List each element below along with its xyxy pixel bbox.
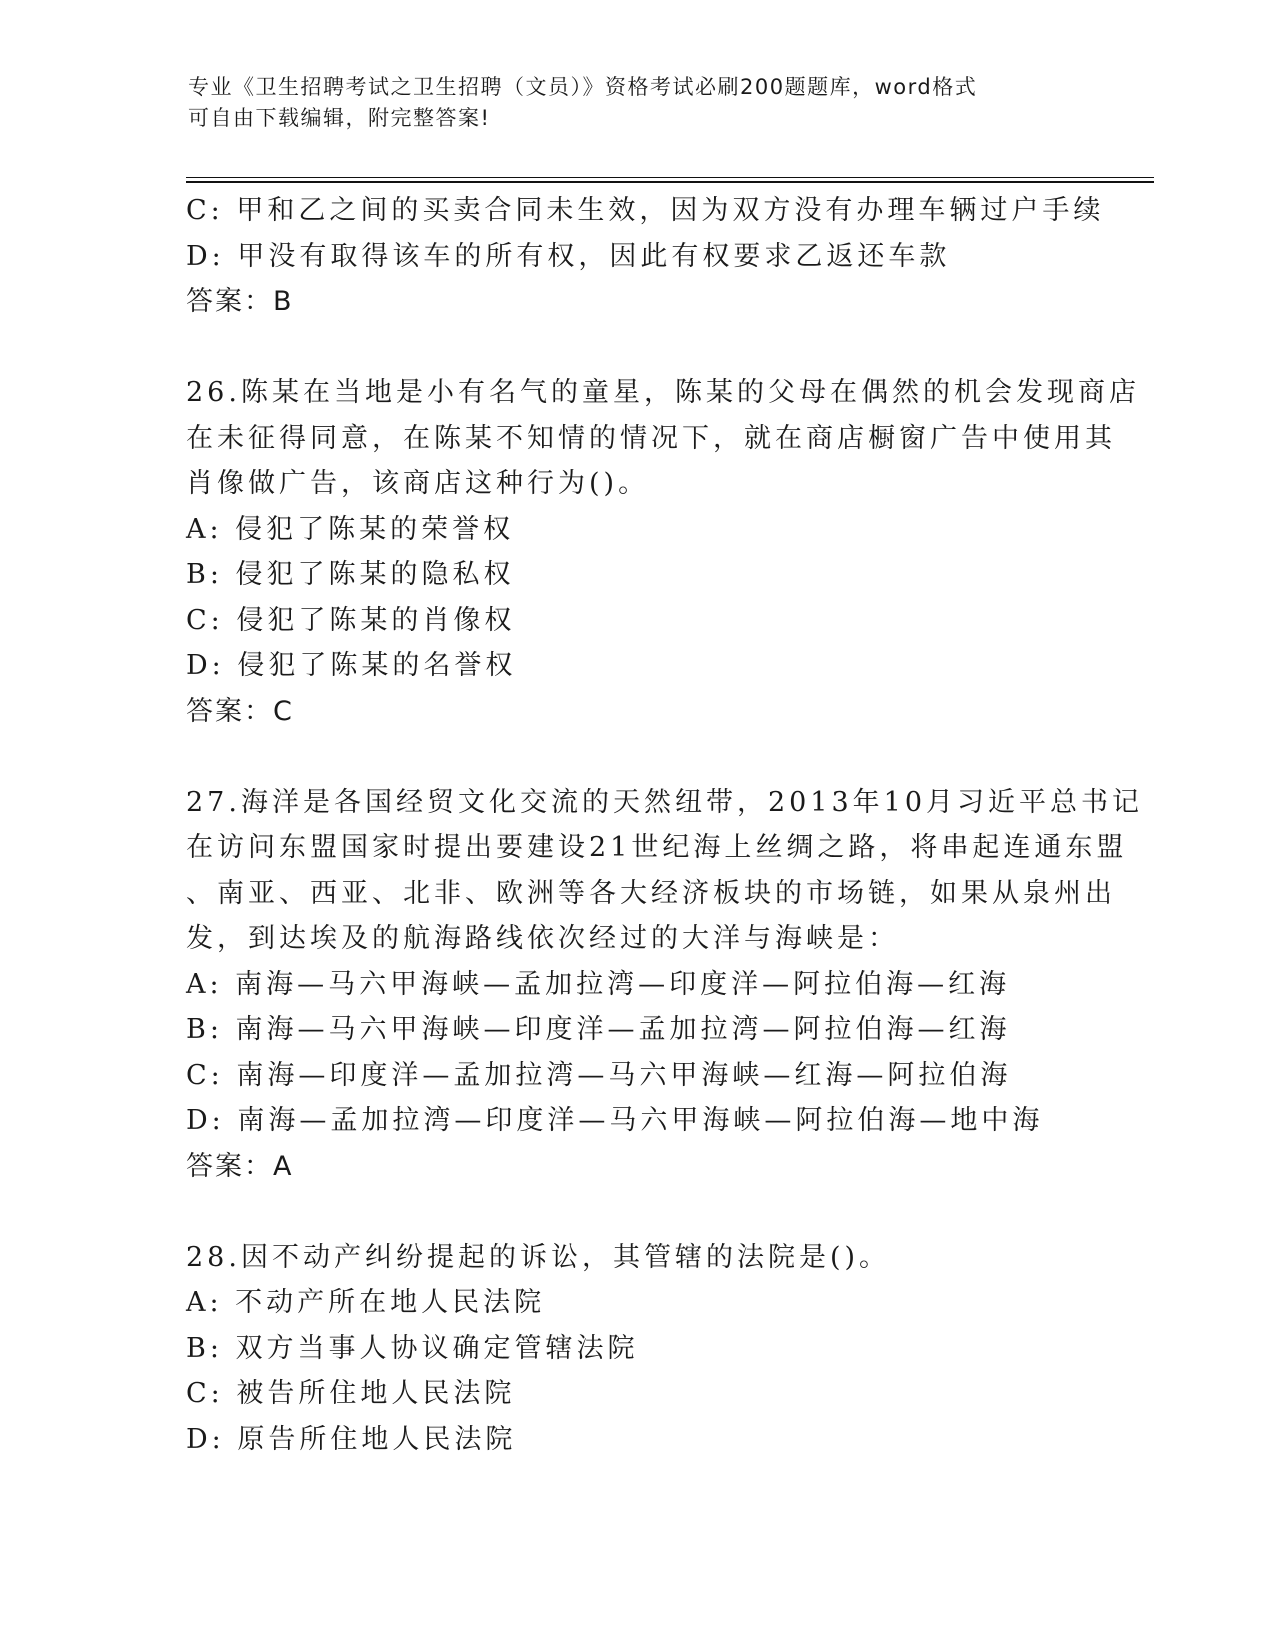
option-c: C: 南海—印度洋—孟加拉湾—马六甲海峡—红海—阿拉伯海 (186, 1059, 1012, 1091)
question-stem-line: 、南亚、西亚、北非、欧洲等各大经济板块的市场链，如果从泉州出 (186, 877, 1116, 909)
question-stem-line: 在访问东盟国家时提出要建设21世纪海上丝绸之路，将串起连通东盟 (186, 832, 1128, 863)
question-27 (186, 780, 1144, 1190)
question-26 (186, 370, 1140, 734)
question-stem-line: 发，到达埃及的航海路线依次经过的大洋与海峡是： (186, 923, 899, 954)
answer-label: 答案：A (186, 1150, 294, 1182)
question-28 (186, 1235, 1086, 1463)
header-divider-thin (186, 177, 1154, 178)
option-c: C: 侵犯了陈某的肖像权 (186, 604, 516, 636)
question-25-continued (186, 188, 1105, 325)
option-c: C: 甲和乙之间的买卖合同未生效，因为双方没有办理车辆过户手续 (186, 195, 1105, 226)
option-b: B: 双方当事人协议确定管辖法院 (186, 1332, 639, 1364)
header-line-1: 专业《卫生招聘考试之卫生招聘（文员）》资格考试必刷200题题库，word格式 (188, 75, 978, 99)
question-stem-line: 在未征得同意，在陈某不知情的情况下，就在商店橱窗广告中使用其 (186, 422, 1116, 454)
question-stem-line: 26.陈某在当地是小有名气的童星，陈某的父母在偶然的机会发现商店 (186, 377, 1140, 408)
question-stem-line: 肖像做广告，该商店这种行为()。 (186, 468, 650, 499)
header-line-2: 可自由下载编辑，附完整答案! (188, 106, 491, 130)
option-b: B: 南海—马六甲海峡—印度洋—孟加拉湾—阿拉伯海—红海 (186, 1014, 1011, 1045)
spacer (186, 1189, 1086, 1235)
option-b: B: 侵犯了陈某的隐私权 (186, 559, 515, 590)
document-header (188, 72, 1088, 134)
option-d: D: 原告所住地人民法院 (186, 1423, 517, 1455)
answer-label: 答案：B (186, 286, 294, 317)
option-a: A: 侵犯了陈某的荣誉权 (186, 513, 515, 545)
option-a: A: 不动产所在地人民法院 (186, 1287, 546, 1318)
option-d: D: 南海—孟加拉湾—印度洋—马六甲海峡—阿拉伯海—地中海 (186, 1105, 1044, 1136)
answer-label: 答案：C (186, 695, 294, 727)
option-c: C: 被告所住地人民法院 (186, 1378, 516, 1409)
option-d: D: 甲没有取得该车的所有权，因此有权要求乙返还车款 (186, 240, 951, 272)
question-stem-line: 28.因不动产纠纷提起的诉讼，其管辖的法院是()。 (186, 1241, 891, 1273)
spacer (186, 325, 1086, 371)
question-stem-line: 27.海洋是各国经贸文化交流的天然纽带，2013年10月习近平总书记 (186, 786, 1144, 818)
option-d: D: 侵犯了陈某的名誉权 (186, 650, 517, 681)
spacer (186, 734, 1086, 780)
option-a: A: 南海—马六甲海峡—孟加拉湾—印度洋—阿拉伯海—红海 (186, 968, 1011, 1000)
header-divider-thick (186, 181, 1154, 183)
question-content (186, 188, 1144, 1462)
